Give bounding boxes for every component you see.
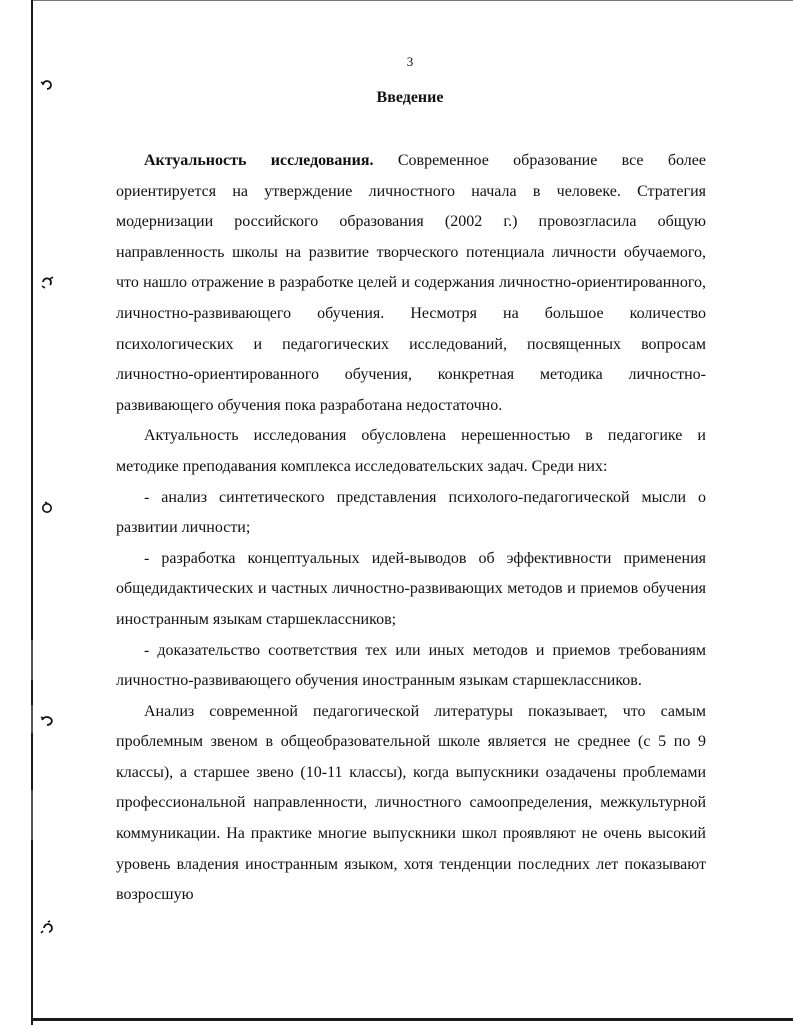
paragraph-relevance (116, 146, 706, 421)
binder-hole-icon (40, 920, 54, 934)
page-number: 3 (406, 54, 414, 69)
scan-top-edge (33, 0, 793, 1)
binder-hole-icon (40, 275, 54, 289)
scan-edge-mark (31, 790, 33, 840)
list-item: - анализ синтетического представления психолого-педагогической мысли о развитии личности; (116, 488, 706, 537)
scan-edge-mark (31, 640, 33, 680)
section-heading: Введение (376, 89, 444, 106)
body-text (116, 146, 706, 911)
scan-left-edge (31, 0, 33, 1025)
paragraph-lead: Актуальность исследования. (144, 152, 374, 169)
list-item: - доказательство соответствия тех или иных методов и приемов требованиям личностно-развивающего обучения иностранным языкам старшеклассников. (116, 641, 706, 690)
scan-edge-mark (31, 705, 33, 733)
binder-hole-icon (40, 714, 54, 728)
paragraph-analysis: Анализ современной педагогической литературы показывает, что самым проблемным звеном в общеобразовательной школе является не среднее (с 5 по 9 классы), а старшее звено (10-11 классы), когда выпускники озадачены проблемами профессиональной направленности, личностного самоопределения, межкультурной коммуникации. На практике многие выпускники школ проявляют не очень высокий уровень владения иностранным языком, хотя тенденции последних лет показывают возросшую (116, 702, 706, 904)
paragraph-tasks-intro: Актуальность исследования обусловлена нерешенностью в педагогике и методике преподавания комплекса исследовательских задач. Среди них: (116, 427, 706, 475)
scan-bottom-edge (31, 1018, 793, 1021)
paragraph-text: Современное образование все более ориентируется на утверждение личностного начала в человеке. Стратегия модернизации российского образования (2002 г.) провозгласила общую направленность школы на развитие творческого потенциала личности обучаемого, что нашло отражение в разработке целей и содержания личностно-ориентированного, личностно-развивающего обучения. Несмотря на большое количество психологических и педагогических исследований, посвященных вопросам личностно-ориентированного обучения, конкретная методика личностно-развивающего обучения пока разработана недостаточно. (116, 152, 706, 414)
list-item: - разработка концептуальных идей-выводов об эффективности применения общедидактических и частных личностно-развивающих методов и приемов обучения иностранным языкам старшеклассников; (116, 549, 706, 628)
binder-hole-icon (40, 500, 54, 514)
